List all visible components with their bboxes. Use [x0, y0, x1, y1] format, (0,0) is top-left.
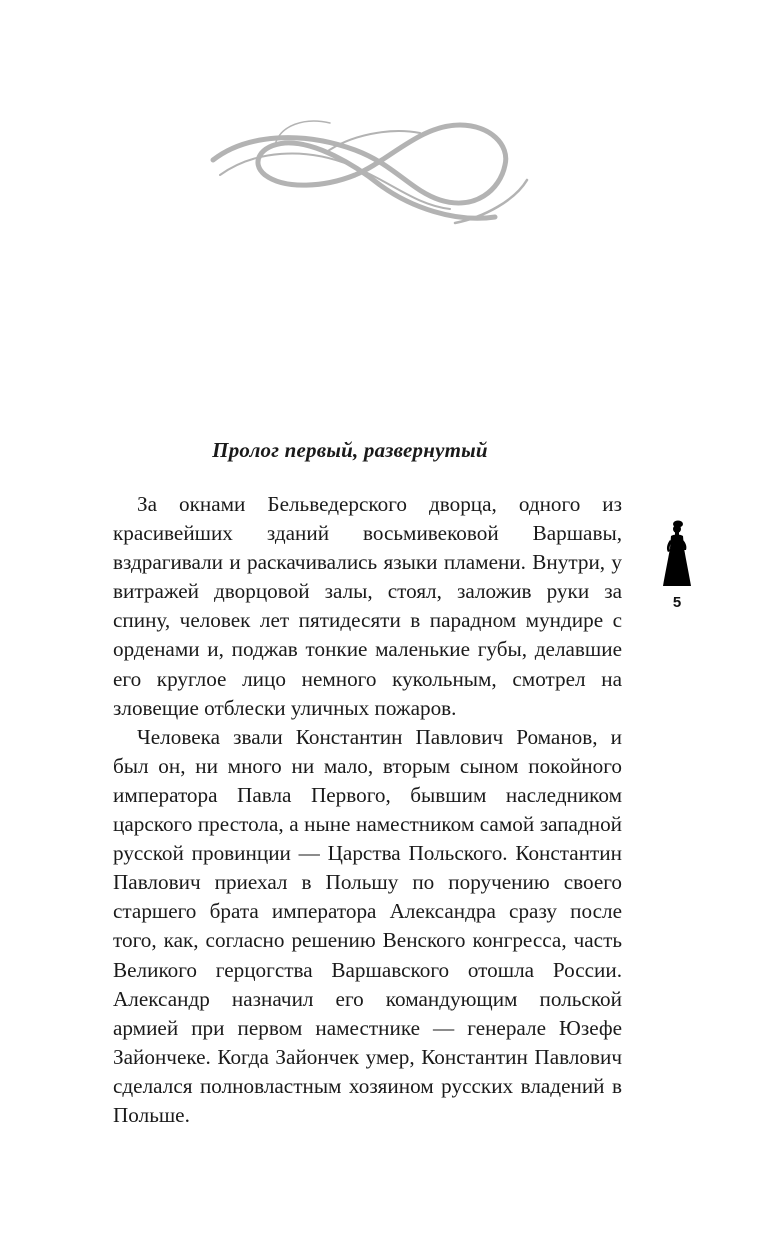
page-number: 5	[672, 594, 682, 611]
page-marker	[655, 518, 699, 618]
paragraph-1: За окнами Бельведерского дворца, одного из красивейших зданий восьмивековой Варшавы, вздрагивали и раскачивались языки пламени. Внутри, у витражей дворцовой залы, стоял, заложив руки за спину, человек лет пятидесяти в парадном мундире с орденами и, поджав тонкие маленькие губы, делавшие его круглое лицо немного кукольным, смотрел на зловещие отблески уличных пожаров.	[113, 492, 622, 720]
flourish-ornament-icon	[205, 105, 535, 235]
chapter-body	[113, 490, 622, 1130]
lady-silhouette-icon	[662, 518, 692, 588]
chapter-title: Пролог первый, развернутый	[212, 438, 488, 462]
paragraph-2: Человека звали Константин Павлович Романов, и был он, ни много ни мало, вторым сыном покойного императора Павла Первого, бывшим наследником царского престола, а ныне наместником самой западной русской провинции — Царства Польского. Константин Павлович приехал в Польшу по поручению своего старшего брата императора Александра сразу после того, как, согласно решению Венского конгресса, часть Великого герцогства Варшавского отошла России. Александр назначил его командующим польской армией при первом наместнике — генерале Юзефе Зайончеке. Когда Зайончек умер, Константин Павлович сделался полновластным хозяином русских владений в Польше.	[113, 724, 622, 1127]
